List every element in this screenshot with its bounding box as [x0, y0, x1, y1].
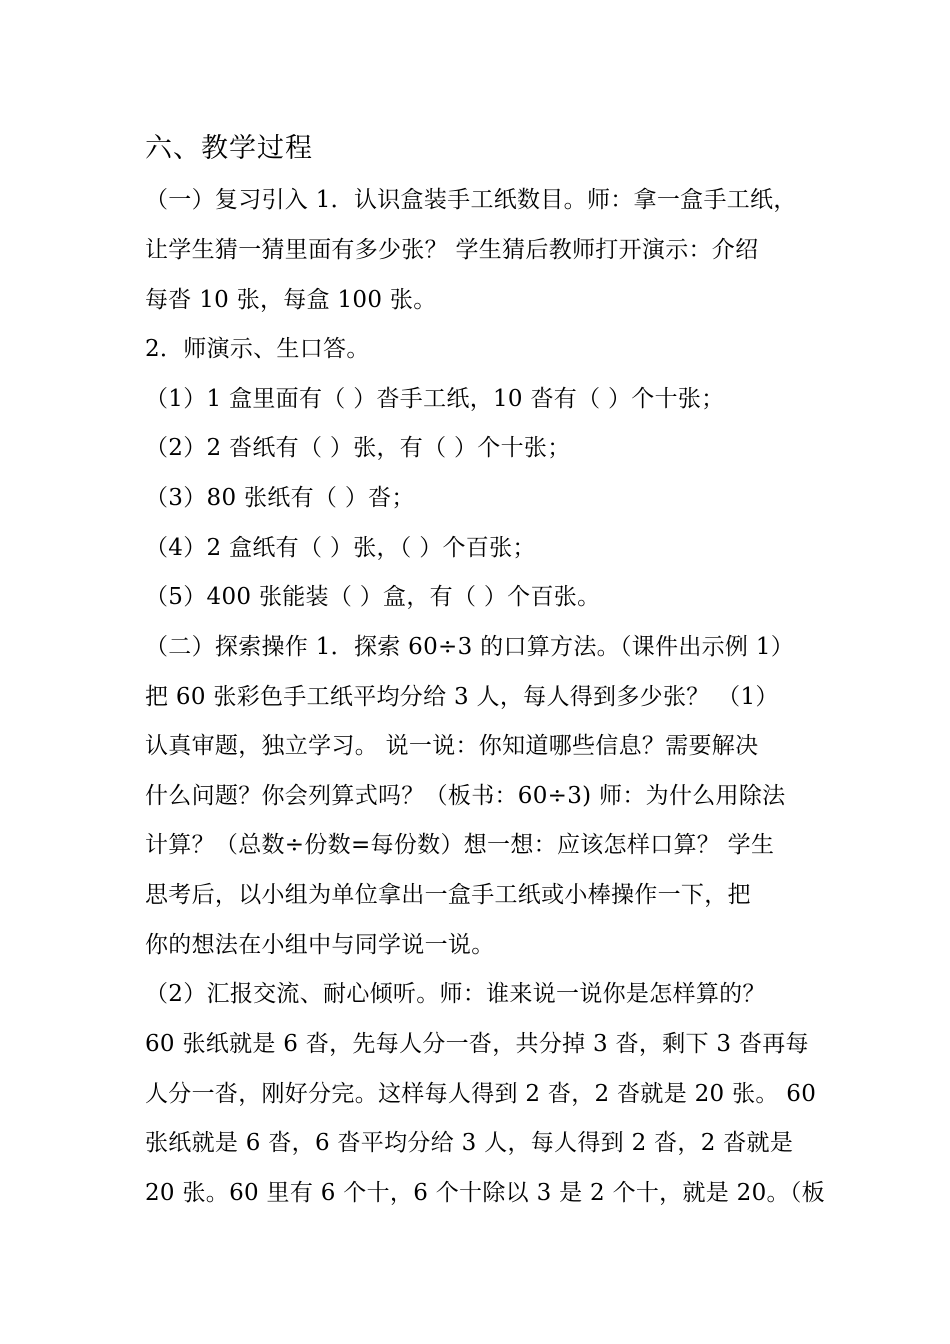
text-line: （2）汇报交流、耐心倾听。师：谁来说一说你是怎样算的？ [145, 981, 766, 1007]
section-heading: 六、教学过程 [145, 133, 313, 164]
text-line: 60 张纸就是 6 沓，先每人分一沓，共分掉 3 沓，剩下 3 沓再每 [145, 1031, 809, 1057]
text-line: 计算？（总数÷份数=每份数）想一想：应该怎样口算？ 学生 [145, 832, 775, 858]
text-line: （1）1 盒里面有（ ）沓手工纸，10 沓有（ ）个十张； [145, 386, 725, 412]
text-line: 思考后，以小组为单位拿出一盒手工纸或小棒操作一下，把 [145, 882, 751, 908]
text-line: 20 张。60 里有 6 个十，6 个十除以 3 是 2 个十，就是 20。（板 [145, 1180, 825, 1206]
text-line: （3）80 张纸有（ ）沓； [145, 485, 415, 511]
text-line: （2）2 沓纸有（ ）张，有（ ）个十张； [145, 435, 571, 461]
text-line: （5）400 张能装（ ）盒，有（ ）个百张。 [145, 584, 601, 610]
text-line: 让学生猜一猜里面有多少张？ 学生猜后教师打开演示：介绍 [145, 237, 759, 263]
text-line: （4）2 盒纸有（ ）张，（ ）个百张； [145, 535, 536, 561]
text-line: 人分一沓，刚好分完。这样每人得到 2 沓，2 沓就是 20 张。 60 [145, 1081, 817, 1107]
text-line: 什么问题？你会列算式吗？（板书：60÷3) 师：为什么用除法 [145, 783, 786, 809]
text-line: 认真审题，独立学习。 说一说：你知道哪些信息？需要解决 [145, 733, 759, 759]
text-line: 你的想法在小组中与同学说一说。 [145, 932, 495, 958]
text-line: 2．师演示、生口答。 [145, 336, 370, 362]
text-line: （一）复习引入 1．认识盒装手工纸数目。师：拿一盒手工纸， [145, 187, 797, 213]
text-line: 每沓 10 张，每盒 100 张。 [145, 287, 437, 313]
text-line: 把 60 张彩色手工纸平均分给 3 人，每人得到多少张？ （1） [145, 684, 779, 710]
text-line: 张纸就是 6 沓，6 沓平均分给 3 人，每人得到 2 沓，2 沓就是 [145, 1130, 794, 1156]
text-line: （二）探索操作 1．探索 60÷3 的口算方法。（课件出示例 1） [145, 634, 795, 660]
